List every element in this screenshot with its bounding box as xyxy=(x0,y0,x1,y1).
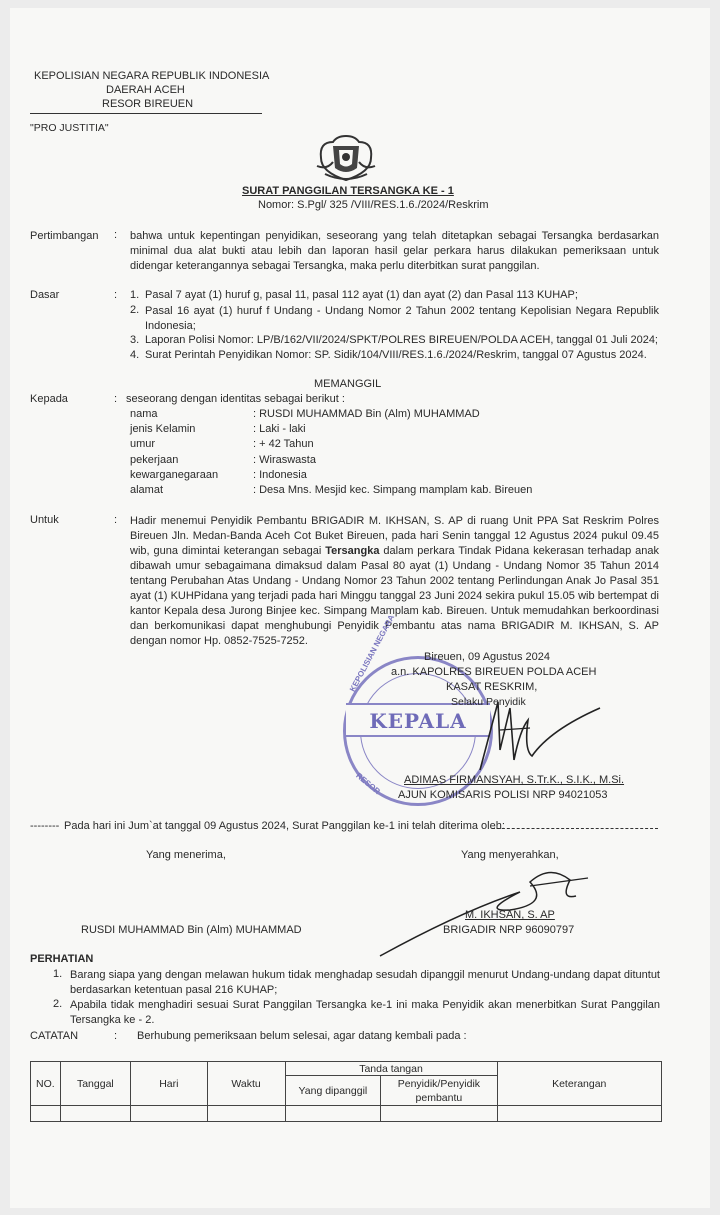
dasar-item-text: Pasal 16 ayat (1) huruf f Undang - Undang Nomor 2 Tahun 2002 tentang Kepolisian Negara Republik Indonesia; xyxy=(145,305,659,332)
untuk-colon: : xyxy=(114,514,118,526)
identity-value: : + 42 Tahun xyxy=(253,438,314,450)
identity-value: : Indonesia xyxy=(253,469,307,481)
table-cell xyxy=(381,1106,497,1122)
stamp-band xyxy=(346,703,490,737)
catatan-label: CATATAN xyxy=(30,1030,79,1042)
untuk-text xyxy=(130,514,659,649)
table-cell xyxy=(60,1106,130,1122)
signer-rank: AJUN KOMISARIS POLISI NRP 94021053 xyxy=(398,789,608,801)
dasar-item-no: 3. xyxy=(130,334,140,346)
identity-label: alamat xyxy=(130,484,164,496)
perhatian-item-no: 2. xyxy=(53,998,63,1010)
col-header-dipanggil: Yang dipanggil xyxy=(285,1076,381,1106)
untuk-text-bold: Tersangka xyxy=(325,545,380,557)
col-header-tanggal: Tanggal xyxy=(60,1062,130,1106)
kepada-intro: seseorang dengan identitas sebagai berikut : xyxy=(126,393,345,405)
receipt-statement: Pada hari ini Jum`at tanggal 09 Agustus 2024, Surat Panggilan ke-1 ini telah diterima oleh: xyxy=(64,820,505,832)
perhatian-item-text: Apabila tidak menghadiri sesuai Surat Panggilan Tersangka ke-1 ini maka Penyidik akan menerbitkan Surat Panggilan Tersangka ke - 2. xyxy=(70,999,660,1026)
identity-value: : Desa Mns. Mesjid kec. Simpang mamplam kab. Bireuen xyxy=(253,484,533,496)
table-cell xyxy=(31,1106,61,1122)
giver-label: Yang menyerahkan, xyxy=(461,849,559,861)
signature-line-1: a.n. KAPOLRES BIREUEN POLDA ACEH xyxy=(391,666,597,678)
police-emblem-logo xyxy=(313,132,379,184)
receipt-dashes-right xyxy=(492,828,658,829)
receipt-dashes-left: -------- xyxy=(30,820,60,832)
stamp-rim-bottom: RESOR xyxy=(354,771,382,797)
pertimbangan-colon: : xyxy=(114,229,118,241)
pro-justitia: "PRO JUSTITIA" xyxy=(30,122,109,134)
identity-value: : RUSDI MUHAMMAD Bin (Alm) MUHAMMAD xyxy=(253,408,480,420)
col-header-hari: Hari xyxy=(130,1062,207,1106)
stamp-rim-top: KEPOLISIAN NEGARA xyxy=(348,613,397,694)
identity-label: kewarganegaraan xyxy=(130,469,219,481)
giver-signature xyxy=(370,852,600,962)
pertimbangan-text: bahwa untuk kepentingan penyidikan, seseorang yang telah ditetapkan sebagai Tersangka berdasarkan minimal dua alat bukti atau lebih dan laporan hasil gelar perkara harus dilakukan pemeriksaan untuk didengar keterangannya sebagai Tersangka, maka perlu diterbitkan surat panggilan. xyxy=(130,230,659,272)
kepada-colon: : xyxy=(114,393,118,405)
header-line-1: KEPOLISIAN NEGARA REPUBLIK INDONESIA xyxy=(34,70,270,82)
schedule-table xyxy=(30,1061,662,1122)
col-header-keterangan: Keterangan xyxy=(497,1062,662,1106)
col-header-tanda-tangan: Tanda tangan xyxy=(285,1062,497,1076)
catatan-text: Berhubung pemeriksaan belum selesai, agar datang kembali pada : xyxy=(137,1030,467,1042)
identity-label: jenis Kelamin xyxy=(130,423,196,435)
table-cell xyxy=(130,1106,207,1122)
giver-rank: BRIGADIR NRP 96090797 xyxy=(443,924,575,936)
dasar-item-no: 2. xyxy=(130,304,140,316)
signature-line-2: KASAT RESKRIM, xyxy=(446,681,538,693)
identity-value: : Laki - laki xyxy=(253,423,306,435)
col-header-waktu: Waktu xyxy=(207,1062,285,1106)
kasat-signature xyxy=(470,690,610,780)
signature-line-3: Selaku Penyidik xyxy=(451,696,526,708)
receiver-name: RUSDI MUHAMMAD Bin (Alm) MUHAMMAD xyxy=(81,924,302,936)
header-line-2: DAERAH ACEH xyxy=(106,84,185,96)
dasar-item-text: Surat Perintah Penyidikan Nomor: SP. Sidik/104/VIII/RES.1.6./2024/Reskrim, tanggal 07 Agustus 2024. xyxy=(145,349,647,361)
identity-label: umur xyxy=(130,438,156,450)
stamp-center-text: KEPALA xyxy=(369,709,467,733)
header-underline xyxy=(30,113,262,114)
col-header-no: NO. xyxy=(31,1062,61,1106)
untuk-text-part1: Hadir menemui Penyidik Pembantu BRIGADIR M. IKHSAN, S. AP di ruang Unit PPA Sat Reskrim Polres Bireuen Jln. Medan-Banda Aceh Cot Buket Bireuen, pada hari Senin tanggal 12 Agustus 2024 pukul 09.45 wib, guna dimintai keterangan sebagai xyxy=(130,515,659,557)
receiver-label: Yang menerima, xyxy=(146,849,226,861)
table-cell xyxy=(207,1106,285,1122)
col-header-penyidik: Penyidik/Penyidik pembantu xyxy=(381,1076,497,1106)
dasar-label: Dasar xyxy=(30,289,60,301)
signature-place-date: Bireuen, 09 Agustus 2024 xyxy=(424,651,550,663)
giver-name: M. IKHSAN, S. AP xyxy=(465,909,555,921)
identity-label: nama xyxy=(130,408,158,420)
document-number: Nomor: S.Pgl/ 325 /VIII/RES.1.6./2024/Reskrim xyxy=(258,199,489,211)
dasar-colon: : xyxy=(114,289,118,301)
perhatian-item-text: Barang siapa yang dengan melawan hukum tidak menghadap sesudah dipanggil menurut Undang-undang dapat dituntut berdasarkan ketentuan pasal 216 KUHAP; xyxy=(70,969,660,996)
memanggil-heading: MEMANGGIL xyxy=(314,378,382,390)
identity-label: pekerjaan xyxy=(130,454,179,466)
kepada-label: Kepada xyxy=(30,393,68,405)
dasar-item-no: 1. xyxy=(130,289,140,301)
document-title: SURAT PANGGILAN TERSANGKA KE - 1 xyxy=(242,185,454,197)
signer-name: ADIMAS FIRMANSYAH, S.Tr.K., S.I.K., M.Si. xyxy=(404,774,625,786)
dasar-item-text: Laporan Polisi Nomor: LP/B/162/VII/2024/SPKT/POLRES BIREUEN/POLDA ACEH, tanggal 01 Juli 2024; xyxy=(145,334,658,346)
perhatian-heading: PERHATIAN xyxy=(30,953,94,965)
untuk-text-part2: dalam perkara Tindak Pidana kekerasan terhadap anak dibawah umur sebagaimana dimaksud dalam Pasal 80 ayat (1) Undang - Undang Nomor 35 Tahun 2014 tentang Perubahan Atas Undang - Undang Nomor 23 Tahun 2002 tentang Perlindungan Anak Jo Pasal 351 ayat (1) KUHPidana yang terjadi pada hari Minggu tanggal 23 Juni 2024 sekira pukul 15.05 wib bertempat di kantor Kepala desa Jurong Binjee kec. Simpang Mamplam kab. Bireuen. Untuk memudahkan berkoordinasi dan berkomunikasi dapat menghubungi Penyidik Pembantu atas nama BRIGADIR M. IKHSAN, S. AP dengan nomor Hp. 0852-7525-7252. xyxy=(130,545,660,647)
pertimbangan-label: Pertimbangan xyxy=(30,230,99,242)
header-line-3: RESOR BIREUEN xyxy=(102,98,194,110)
dasar-item-text: Pasal 7 ayat (1) huruf g, pasal 11, pasal 112 ayat (1) dan ayat (2) dan Pasal 113 KUHAP; xyxy=(145,289,578,301)
catatan-colon: : xyxy=(114,1030,118,1042)
table-cell xyxy=(497,1106,662,1122)
untuk-label: Untuk xyxy=(30,514,59,526)
identity-value: : Wiraswasta xyxy=(253,454,316,466)
table-cell xyxy=(285,1106,381,1122)
dasar-item-no: 4. xyxy=(130,349,140,361)
perhatian-item-no: 1. xyxy=(53,968,63,980)
